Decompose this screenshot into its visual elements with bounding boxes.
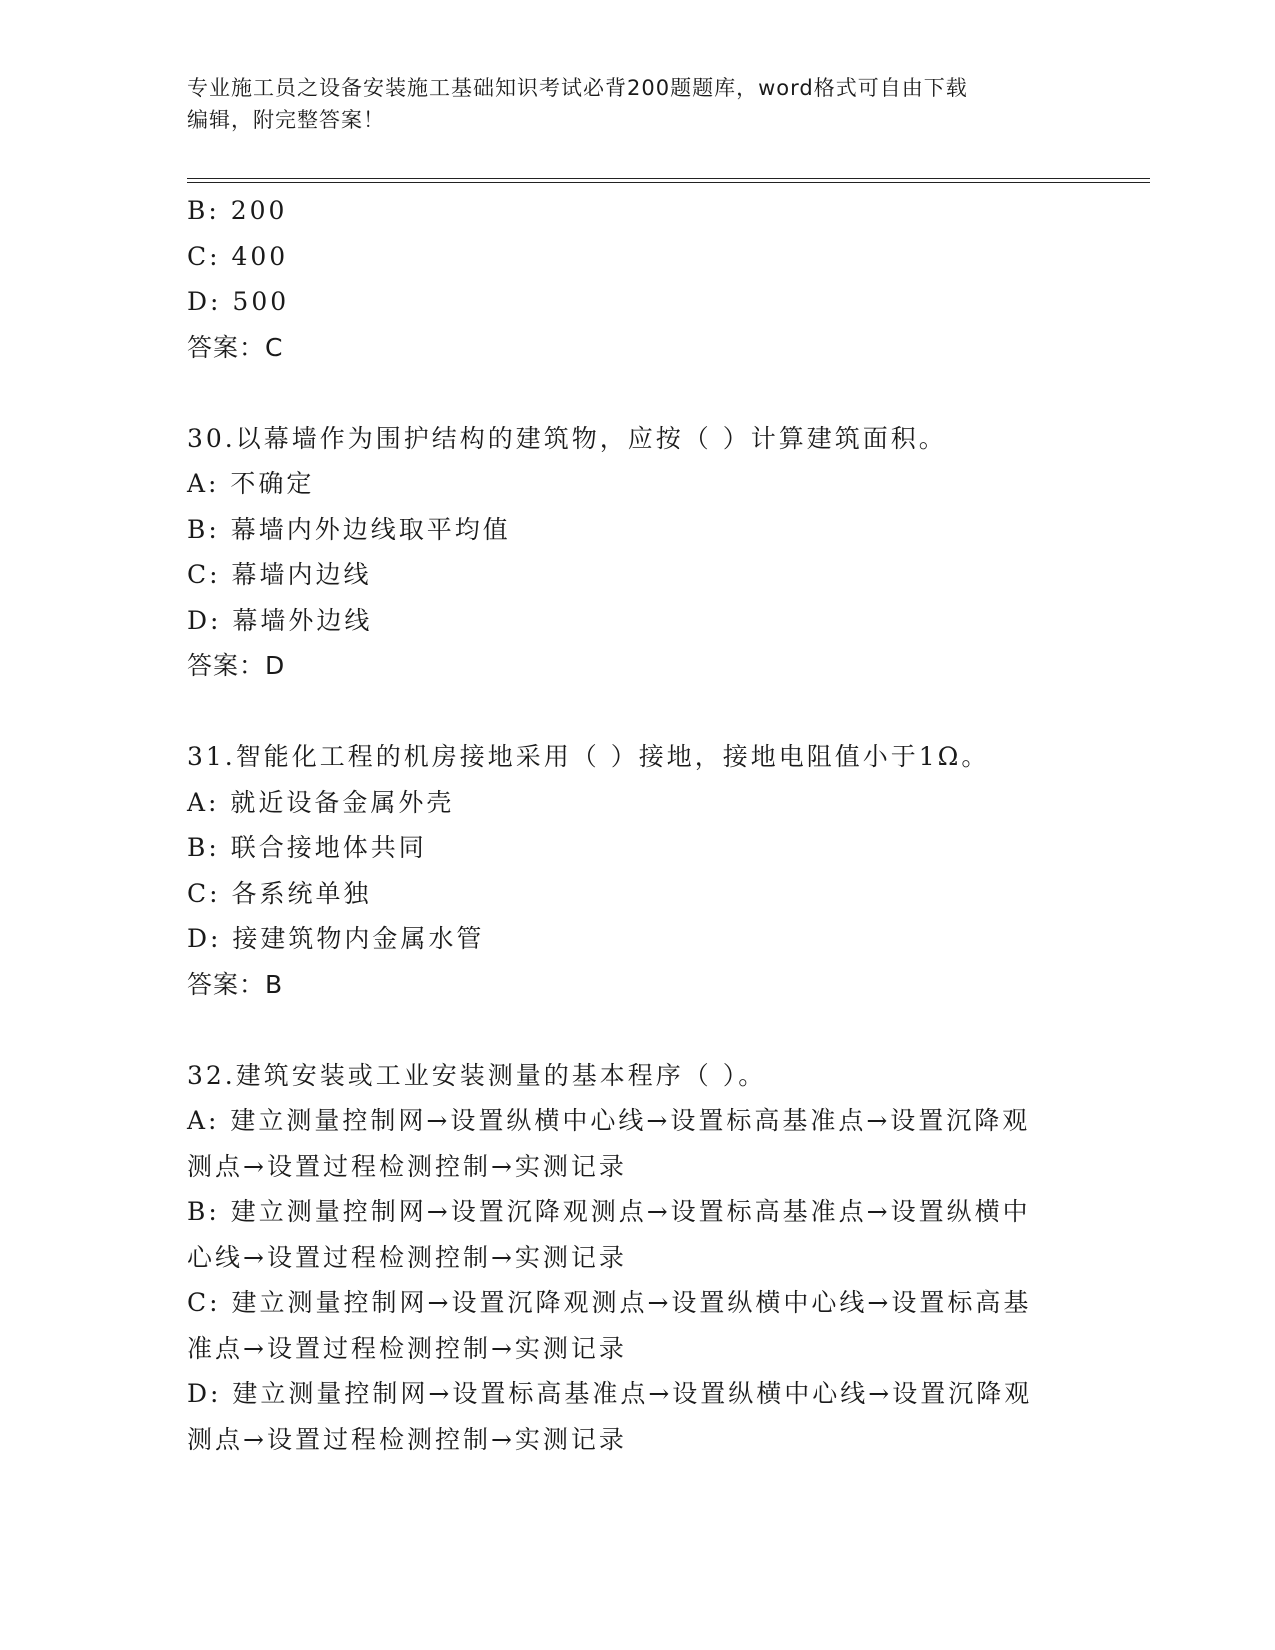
header-line-2: 编辑，附完整答案！ — [187, 108, 385, 132]
question-29-tail — [187, 188, 1087, 371]
question-30 — [187, 416, 1087, 690]
header-double-rule — [187, 178, 1150, 183]
option-b-line-1: B: 建立测量控制网→设置沉降观测点→设置标高基准点→设置纵横中 — [187, 1197, 1031, 1226]
option-a-line-2: 测点→设置过程检测控制→实测记录 — [187, 1151, 627, 1181]
question-text: 31.智能化工程的机房接地采用（ ）接地，接地电阻值小于1Ω。 — [187, 742, 990, 771]
option-d: D: 接建筑物内金属水管 — [187, 924, 485, 953]
question-list — [187, 188, 1087, 1462]
option-d-line-2: 测点→设置过程检测控制→实测记录 — [187, 1424, 627, 1454]
question-text: 32.建筑安装或工业安装测量的基本程序（ ）。 — [187, 1060, 767, 1090]
option-b: B: 幕墙内外边线取平均值 — [187, 514, 511, 544]
option-c: C: 幕墙内边线 — [187, 560, 372, 589]
option-c: C: 400 — [187, 241, 289, 271]
option-b: B: 200 — [187, 196, 288, 225]
question-32 — [187, 1053, 1087, 1463]
answer: 答案：D — [187, 651, 286, 680]
question-text: 30.以幕墙作为围护结构的建筑物，应按（ ）计算建筑面积。 — [187, 423, 947, 453]
document-header — [187, 72, 1067, 136]
option-a: A: 不确定 — [187, 469, 315, 498]
question-31 — [187, 734, 1087, 1008]
option-a: A: 就近设备金属外壳 — [187, 787, 455, 817]
option-b: B: 联合接地体共同 — [187, 833, 427, 862]
option-c-line-2: 准点→设置过程检测控制→实测记录 — [187, 1333, 627, 1363]
option-c-line-1: C: 建立测量控制网→设置沉降观测点→设置纵横中心线→设置标高基 — [187, 1288, 1032, 1317]
option-d: D: 500 — [187, 287, 290, 316]
header-line-1: 专业施工员之设备安装施工基础知识考试必背200题题库，word格式可自由下载 — [187, 76, 968, 100]
option-c: C: 各系统单独 — [187, 878, 372, 908]
option-a-line-1: A: 建立测量控制网→设置纵横中心线→设置标高基准点→设置沉降观 — [187, 1106, 1031, 1135]
option-d-line-1: D: 建立测量控制网→设置标高基准点→设置纵横中心线→设置沉降观 — [187, 1379, 1033, 1408]
answer: 答案：B — [187, 969, 284, 999]
answer: 答案：C — [187, 332, 284, 362]
option-b-line-2: 心线→设置过程检测控制→实测记录 — [187, 1242, 627, 1272]
option-d: D: 幕墙外边线 — [187, 605, 373, 635]
